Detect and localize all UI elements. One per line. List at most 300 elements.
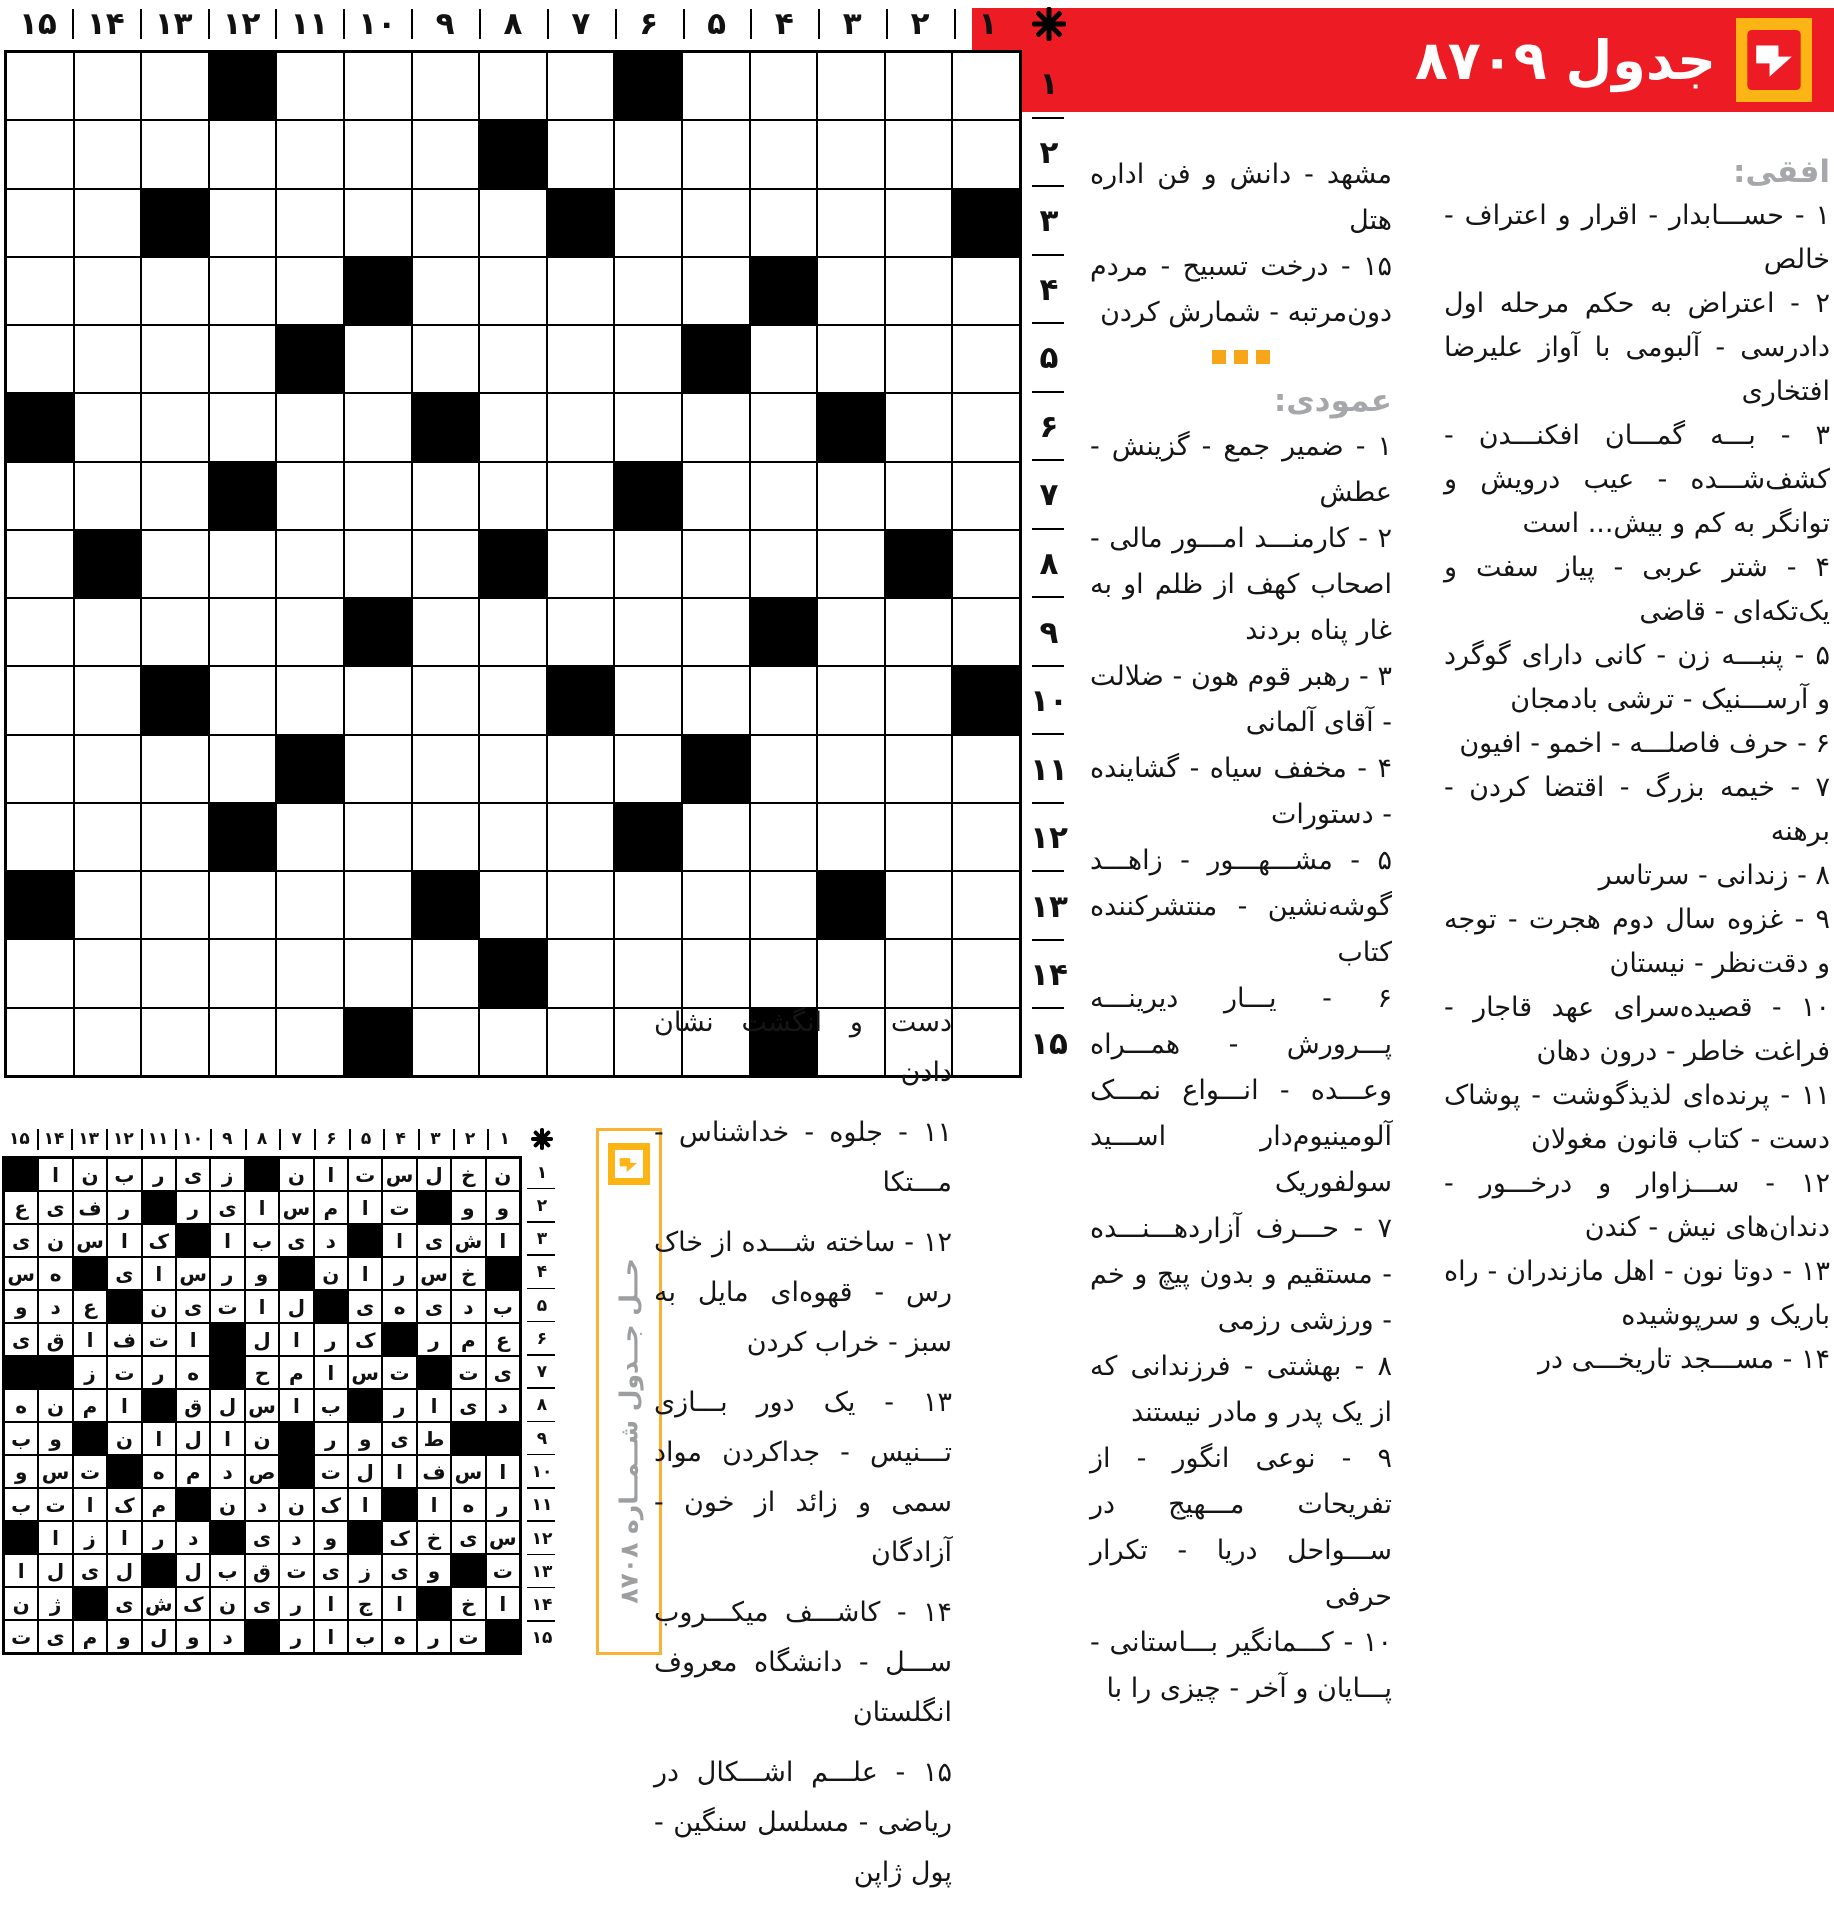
- empty-cell[interactable]: [615, 326, 681, 392]
- column-number: ۹: [210, 1124, 245, 1154]
- row-number: ۳: [1026, 187, 1072, 256]
- empty-cell[interactable]: [751, 804, 817, 870]
- empty-cell[interactable]: [210, 872, 276, 938]
- empty-cell[interactable]: [75, 872, 141, 938]
- row-number: ۶: [1026, 393, 1072, 462]
- empty-cell[interactable]: [75, 190, 141, 256]
- empty-cell[interactable]: [886, 463, 952, 529]
- letter-cell: ک: [383, 1522, 415, 1553]
- black-cell: [487, 1621, 519, 1652]
- black-cell: [210, 463, 276, 529]
- empty-cell[interactable]: [615, 736, 681, 802]
- empty-cell[interactable]: [210, 531, 276, 597]
- letter-cell: ق: [177, 1390, 209, 1421]
- empty-cell[interactable]: [548, 258, 614, 324]
- empty-cell[interactable]: [548, 53, 614, 119]
- empty-cell[interactable]: [953, 258, 1019, 324]
- letter-cell: ر: [315, 1324, 347, 1355]
- empty-cell[interactable]: [953, 326, 1019, 392]
- letter-cell: ی: [108, 1258, 140, 1289]
- letter-cell: ن: [487, 1159, 519, 1190]
- empty-cell[interactable]: [886, 736, 952, 802]
- empty-cell[interactable]: [277, 463, 343, 529]
- row-number: ۷: [524, 1356, 560, 1389]
- empty-cell[interactable]: [7, 736, 73, 802]
- empty-cell[interactable]: [548, 463, 614, 529]
- empty-cell[interactable]: [615, 872, 681, 938]
- empty-cell[interactable]: [277, 121, 343, 187]
- empty-cell[interactable]: [548, 531, 614, 597]
- black-cell: [487, 1423, 519, 1454]
- clue: ۱۰ - کـــمانگیر بـــاستانی - پـــایان و آخر - چیزی را با: [1090, 1627, 1392, 1704]
- empty-cell[interactable]: [277, 53, 343, 119]
- empty-cell[interactable]: [615, 599, 681, 665]
- empty-cell[interactable]: [953, 872, 1019, 938]
- clue: ۱ - حســـابدار - اقرار و اعتراف - خالص: [1444, 200, 1830, 275]
- letter-cell: ق: [39, 1324, 71, 1355]
- column-number: ۴: [750, 2, 818, 46]
- empty-cell[interactable]: [345, 121, 411, 187]
- empty-cell[interactable]: [480, 667, 546, 733]
- empty-cell[interactable]: [751, 190, 817, 256]
- empty-cell[interactable]: [548, 1009, 614, 1075]
- letter-cell: خ: [452, 1258, 484, 1289]
- empty-cell[interactable]: [345, 394, 411, 460]
- empty-cell[interactable]: [751, 121, 817, 187]
- letter-cell: ب: [349, 1621, 381, 1652]
- empty-cell[interactable]: [277, 190, 343, 256]
- column-number: ۵: [683, 2, 751, 46]
- empty-cell[interactable]: [548, 736, 614, 802]
- empty-cell[interactable]: [75, 463, 141, 529]
- empty-cell[interactable]: [683, 872, 749, 938]
- black-cell: [452, 1423, 484, 1454]
- empty-cell[interactable]: [142, 463, 208, 529]
- row-number: ۱: [1026, 50, 1072, 119]
- empty-cell[interactable]: [7, 804, 73, 870]
- empty-cell[interactable]: [75, 326, 141, 392]
- empty-cell[interactable]: [953, 940, 1019, 1006]
- letter-cell: د: [315, 1225, 347, 1256]
- empty-cell[interactable]: [480, 394, 546, 460]
- column-number: ۳: [818, 2, 886, 46]
- letter-cell: ر: [418, 1621, 450, 1652]
- empty-cell[interactable]: [548, 804, 614, 870]
- letter-cell: ر: [143, 1522, 175, 1553]
- letter-cell: ا: [143, 1423, 175, 1454]
- empty-cell[interactable]: [142, 1009, 208, 1075]
- letter-cell: ا: [315, 1621, 347, 1652]
- letter-cell: ی: [452, 1390, 484, 1421]
- empty-cell[interactable]: [7, 531, 73, 597]
- black-cell: [142, 190, 208, 256]
- empty-cell[interactable]: [345, 940, 411, 1006]
- black-cell: [683, 736, 749, 802]
- letter-cell: و: [315, 1522, 347, 1553]
- letter-cell: ل: [143, 1621, 175, 1652]
- letter-cell: ص: [246, 1456, 278, 1487]
- empty-cell[interactable]: [7, 667, 73, 733]
- empty-cell[interactable]: [277, 940, 343, 1006]
- empty-cell[interactable]: [886, 326, 952, 392]
- empty-cell[interactable]: [210, 190, 276, 256]
- column-number: ۲: [886, 2, 954, 46]
- empty-cell[interactable]: [751, 326, 817, 392]
- empty-cell[interactable]: [818, 599, 884, 665]
- empty-cell[interactable]: [548, 599, 614, 665]
- letter-cell: ی: [74, 1555, 106, 1586]
- empty-cell[interactable]: [413, 190, 479, 256]
- empty-cell[interactable]: [886, 53, 952, 119]
- across-clue-list: [1444, 194, 1830, 1382]
- black-cell: [211, 1522, 243, 1553]
- empty-cell[interactable]: [683, 804, 749, 870]
- empty-cell[interactable]: [953, 394, 1019, 460]
- empty-cell[interactable]: [210, 736, 276, 802]
- empty-cell[interactable]: [413, 667, 479, 733]
- black-cell: [886, 531, 952, 597]
- empty-cell[interactable]: [413, 121, 479, 187]
- empty-cell[interactable]: [142, 872, 208, 938]
- empty-cell[interactable]: [953, 463, 1019, 529]
- empty-cell[interactable]: [751, 463, 817, 529]
- letter-cell: و: [177, 1621, 209, 1652]
- empty-cell[interactable]: [886, 190, 952, 256]
- letter-cell: س: [280, 1192, 312, 1223]
- empty-cell[interactable]: [413, 531, 479, 597]
- row-number: ۱: [524, 1156, 560, 1189]
- empty-cell[interactable]: [413, 599, 479, 665]
- letter-cell: و: [452, 1192, 484, 1223]
- down-clue-10-continuation: دست و انگشت نشان دادن: [654, 1007, 952, 1088]
- empty-cell[interactable]: [413, 736, 479, 802]
- empty-cell[interactable]: [683, 53, 749, 119]
- empty-cell[interactable]: [142, 258, 208, 324]
- black-cell: [480, 531, 546, 597]
- empty-cell[interactable]: [75, 804, 141, 870]
- empty-cell[interactable]: [953, 531, 1019, 597]
- empty-cell[interactable]: [818, 121, 884, 187]
- empty-cell[interactable]: [548, 394, 614, 460]
- empty-cell[interactable]: [345, 736, 411, 802]
- empty-cell[interactable]: [142, 940, 208, 1006]
- black-cell: [349, 1390, 381, 1421]
- empty-cell[interactable]: [818, 531, 884, 597]
- letter-cell: ی: [39, 1621, 71, 1652]
- black-cell: [280, 1423, 312, 1454]
- letter-cell: ت: [211, 1291, 243, 1322]
- empty-cell[interactable]: [886, 599, 952, 665]
- empty-cell[interactable]: [953, 121, 1019, 187]
- empty-cell[interactable]: [480, 736, 546, 802]
- empty-cell[interactable]: [7, 463, 73, 529]
- letter-cell: ی: [315, 1555, 347, 1586]
- empty-cell[interactable]: [413, 804, 479, 870]
- black-cell: [615, 463, 681, 529]
- letter-cell: ز: [74, 1357, 106, 1388]
- column-number: ۱۰: [343, 2, 411, 46]
- empty-cell[interactable]: [953, 1009, 1019, 1075]
- letter-cell: و: [5, 1291, 37, 1322]
- clue: ۸ - بهشتی - فرزندانی که از یک پدر و مادر نیستند: [1090, 1351, 1392, 1428]
- empty-cell[interactable]: [683, 190, 749, 256]
- empty-cell[interactable]: [886, 940, 952, 1006]
- letter-cell: ل: [177, 1555, 209, 1586]
- empty-cell[interactable]: [480, 326, 546, 392]
- empty-cell[interactable]: [210, 1009, 276, 1075]
- empty-cell[interactable]: [886, 121, 952, 187]
- empty-cell[interactable]: [75, 1009, 141, 1075]
- empty-cell[interactable]: [7, 326, 73, 392]
- empty-cell[interactable]: [210, 121, 276, 187]
- empty-cell[interactable]: [75, 667, 141, 733]
- letter-cell: ا: [39, 1159, 71, 1190]
- empty-cell[interactable]: [210, 258, 276, 324]
- empty-cell[interactable]: [683, 599, 749, 665]
- empty-cell[interactable]: [142, 53, 208, 119]
- clue: ۱۵ - علـــم اشـــکال در ریاضی - مسلسل سنگین - پول ژاپن: [654, 1757, 952, 1888]
- letter-cell: ی: [177, 1159, 209, 1190]
- column-number: ۶: [615, 2, 683, 46]
- letter-cell: ا: [383, 1456, 415, 1487]
- black-cell: [210, 53, 276, 119]
- empty-cell[interactable]: [683, 394, 749, 460]
- empty-cell[interactable]: [75, 940, 141, 1006]
- empty-cell[interactable]: [75, 121, 141, 187]
- empty-cell[interactable]: [615, 667, 681, 733]
- letter-cell: ه: [383, 1621, 415, 1652]
- empty-cell[interactable]: [480, 258, 546, 324]
- empty-cell[interactable]: [277, 258, 343, 324]
- empty-cell[interactable]: [683, 463, 749, 529]
- black-cell: [246, 1159, 278, 1190]
- empty-cell[interactable]: [210, 599, 276, 665]
- letter-cell: ن: [143, 1291, 175, 1322]
- empty-cell[interactable]: [75, 258, 141, 324]
- empty-cell[interactable]: [345, 463, 411, 529]
- empty-cell[interactable]: [345, 667, 411, 733]
- letter-cell: و: [418, 1555, 450, 1586]
- letter-cell: ب: [5, 1489, 37, 1520]
- letter-cell: ر: [280, 1621, 312, 1652]
- empty-cell[interactable]: [413, 326, 479, 392]
- clue: ۴ - مخفف سیاه - گشاینده - دستورات: [1090, 753, 1392, 830]
- black-cell: [383, 1324, 415, 1355]
- empty-cell[interactable]: [277, 667, 343, 733]
- empty-cell[interactable]: [886, 258, 952, 324]
- empty-cell[interactable]: [818, 258, 884, 324]
- empty-cell[interactable]: [7, 258, 73, 324]
- empty-cell[interactable]: [818, 736, 884, 802]
- empty-cell[interactable]: [7, 940, 73, 1006]
- empty-cell[interactable]: [210, 394, 276, 460]
- empty-cell[interactable]: [683, 531, 749, 597]
- empty-cell[interactable]: [683, 667, 749, 733]
- empty-cell[interactable]: [953, 804, 1019, 870]
- masthead-bar: [972, 8, 1834, 112]
- empty-cell[interactable]: [142, 599, 208, 665]
- empty-cell[interactable]: [818, 667, 884, 733]
- empty-cell[interactable]: [886, 394, 952, 460]
- black-cell: [418, 1357, 450, 1388]
- solved-grid-row-numbers: [524, 1156, 560, 1655]
- empty-cell[interactable]: [548, 940, 614, 1006]
- empty-cell[interactable]: [683, 121, 749, 187]
- empty-cell[interactable]: [7, 121, 73, 187]
- black-cell: [751, 258, 817, 324]
- newspaper-logo-small-icon: [608, 1143, 650, 1185]
- letter-cell: ا: [5, 1555, 37, 1586]
- empty-cell[interactable]: [142, 804, 208, 870]
- empty-cell[interactable]: [142, 121, 208, 187]
- column-number: ۸: [479, 2, 547, 46]
- empty-cell[interactable]: [683, 940, 749, 1006]
- letter-cell: س: [39, 1456, 71, 1487]
- letter-cell: ی: [246, 1522, 278, 1553]
- empty-cell[interactable]: [615, 531, 681, 597]
- empty-cell[interactable]: [953, 53, 1019, 119]
- clue: ۶ - حرف فاصلـــه - اخمو - افیون: [1459, 728, 1830, 759]
- empty-cell[interactable]: [548, 872, 614, 938]
- black-cell: [210, 804, 276, 870]
- letter-cell: ه: [5, 1390, 37, 1421]
- letter-cell: ل: [211, 1390, 243, 1421]
- empty-cell[interactable]: [615, 258, 681, 324]
- empty-cell[interactable]: [818, 326, 884, 392]
- empty-cell[interactable]: [277, 394, 343, 460]
- empty-cell[interactable]: [75, 599, 141, 665]
- empty-cell[interactable]: [277, 531, 343, 597]
- letter-cell: ر: [383, 1390, 415, 1421]
- empty-cell[interactable]: [345, 190, 411, 256]
- empty-cell[interactable]: [277, 599, 343, 665]
- letter-cell: ا: [143, 1258, 175, 1289]
- empty-cell[interactable]: [345, 804, 411, 870]
- letter-cell: ف: [418, 1456, 450, 1487]
- empty-cell[interactable]: [480, 190, 546, 256]
- empty-cell[interactable]: [142, 326, 208, 392]
- letter-cell: د: [177, 1522, 209, 1553]
- empty-cell[interactable]: [751, 394, 817, 460]
- empty-cell[interactable]: [751, 872, 817, 938]
- letter-cell: ا: [383, 1225, 415, 1256]
- empty-cell[interactable]: [751, 531, 817, 597]
- empty-cell[interactable]: [480, 872, 546, 938]
- empty-cell[interactable]: [818, 190, 884, 256]
- empty-cell[interactable]: [953, 599, 1019, 665]
- empty-cell[interactable]: [142, 531, 208, 597]
- logo-glyph-small: [615, 1150, 643, 1178]
- empty-cell[interactable]: [75, 394, 141, 460]
- empty-cell[interactable]: [818, 463, 884, 529]
- letter-cell: ت: [280, 1555, 312, 1586]
- empty-cell[interactable]: [751, 736, 817, 802]
- empty-cell[interactable]: [886, 872, 952, 938]
- solved-grid-column-numbers: [2, 1124, 522, 1154]
- empty-cell[interactable]: [75, 53, 141, 119]
- empty-cell[interactable]: [818, 940, 884, 1006]
- letter-cell: ا: [349, 1258, 381, 1289]
- empty-cell[interactable]: [615, 394, 681, 460]
- clue: ۷ - حـــرف آزاردهـــنـــده - مستقیم و بدون پیچ و خم - ورزشی رزمی: [1090, 1213, 1392, 1336]
- empty-cell[interactable]: [818, 804, 884, 870]
- empty-cell[interactable]: [142, 394, 208, 460]
- letter-cell: ب: [211, 1555, 243, 1586]
- row-number: ۱۴: [1026, 941, 1072, 1010]
- empty-cell[interactable]: [413, 258, 479, 324]
- row-number: ۵: [1026, 324, 1072, 393]
- empty-cell[interactable]: [277, 872, 343, 938]
- empty-cell[interactable]: [345, 531, 411, 597]
- empty-cell[interactable]: [615, 940, 681, 1006]
- letter-cell: ل: [39, 1555, 71, 1586]
- letter-cell: ا: [315, 1357, 347, 1388]
- black-cell: [683, 326, 749, 392]
- column-number: ۱۰: [175, 1124, 210, 1154]
- row-number: ۱۲: [524, 1522, 560, 1555]
- empty-cell[interactable]: [480, 1009, 546, 1075]
- empty-cell[interactable]: [886, 667, 952, 733]
- empty-cell[interactable]: [480, 463, 546, 529]
- letter-cell: ت: [349, 1159, 381, 1190]
- empty-cell[interactable]: [751, 940, 817, 1006]
- empty-cell[interactable]: [751, 53, 817, 119]
- empty-cell[interactable]: [886, 804, 952, 870]
- empty-cell[interactable]: [480, 599, 546, 665]
- empty-cell[interactable]: [953, 736, 1019, 802]
- empty-cell[interactable]: [7, 53, 73, 119]
- empty-cell[interactable]: [142, 736, 208, 802]
- empty-cell[interactable]: [277, 1009, 343, 1075]
- empty-cell[interactable]: [210, 940, 276, 1006]
- empty-cell[interactable]: [480, 53, 546, 119]
- letter-cell: ک: [143, 1225, 175, 1256]
- star-icon: [1026, 2, 1072, 46]
- empty-cell[interactable]: [7, 599, 73, 665]
- empty-cell[interactable]: [480, 804, 546, 870]
- letter-cell: ا: [349, 1489, 381, 1520]
- letter-cell: ن: [39, 1225, 71, 1256]
- empty-cell[interactable]: [345, 872, 411, 938]
- empty-cell[interactable]: [75, 736, 141, 802]
- empty-cell[interactable]: [413, 463, 479, 529]
- empty-cell[interactable]: [7, 190, 73, 256]
- empty-cell[interactable]: [210, 326, 276, 392]
- letter-cell: ح: [246, 1357, 278, 1388]
- empty-cell[interactable]: [751, 667, 817, 733]
- empty-cell[interactable]: [615, 121, 681, 187]
- empty-cell[interactable]: [210, 667, 276, 733]
- empty-cell[interactable]: [345, 326, 411, 392]
- empty-cell[interactable]: [277, 804, 343, 870]
- row-number: ۶: [524, 1322, 560, 1355]
- empty-cell[interactable]: [818, 53, 884, 119]
- empty-cell[interactable]: [345, 53, 411, 119]
- black-cell: [142, 667, 208, 733]
- empty-cell[interactable]: [548, 326, 614, 392]
- empty-cell[interactable]: [413, 53, 479, 119]
- letter-cell: ع: [74, 1291, 106, 1322]
- empty-cell[interactable]: [413, 940, 479, 1006]
- empty-cell[interactable]: [683, 258, 749, 324]
- empty-cell[interactable]: [615, 190, 681, 256]
- empty-cell[interactable]: [548, 121, 614, 187]
- empty-cell[interactable]: [413, 1009, 479, 1075]
- letter-cell: ش: [452, 1225, 484, 1256]
- letter-cell: ز: [349, 1555, 381, 1586]
- letter-cell: د: [211, 1621, 243, 1652]
- empty-cell[interactable]: [7, 1009, 73, 1075]
